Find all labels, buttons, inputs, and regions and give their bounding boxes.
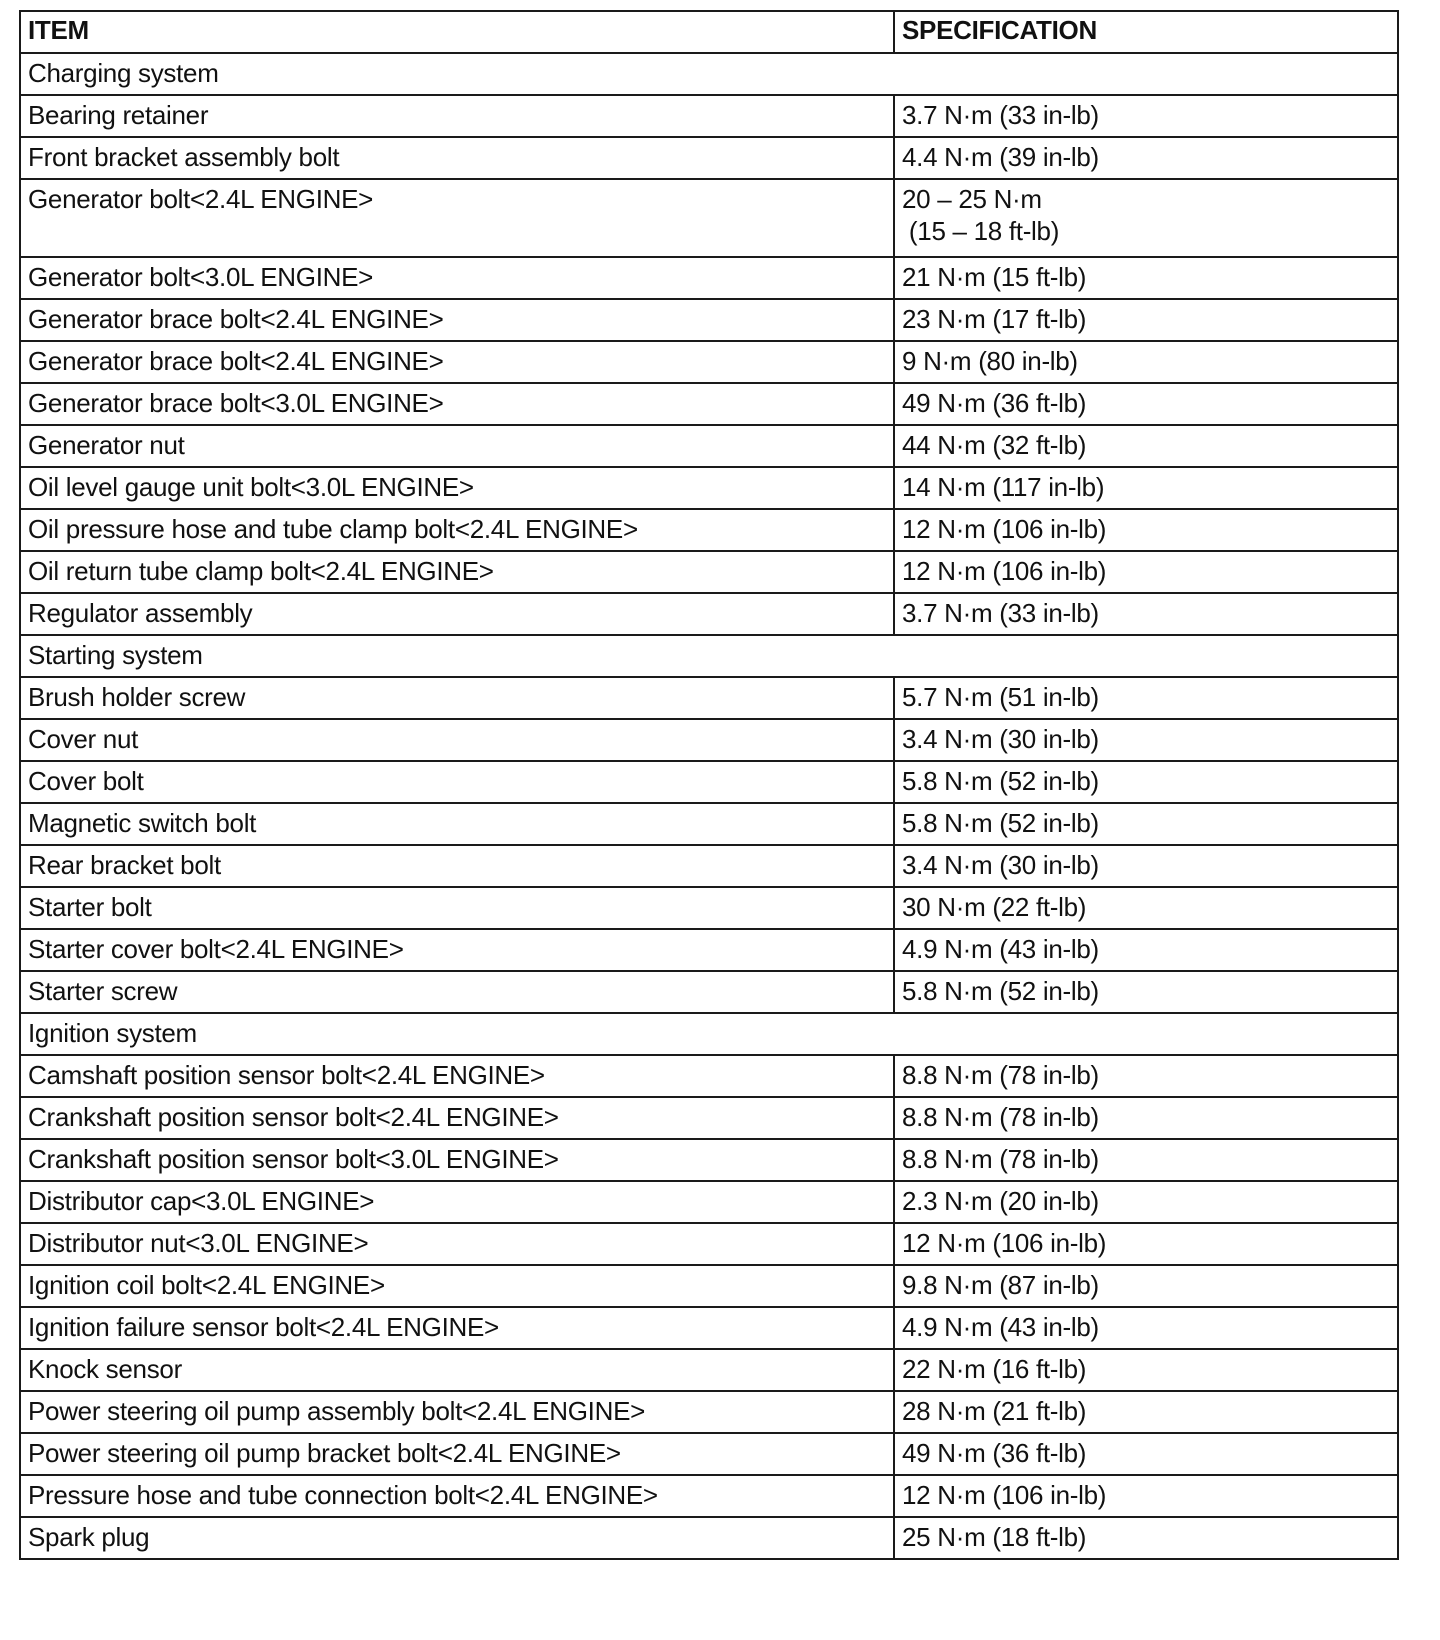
table-row <box>20 971 1398 1013</box>
table-row <box>20 1475 1398 1517</box>
specification-cell: 8.8 N·m (78 in-lb) <box>894 1055 1398 1097</box>
item-cell: Distributor cap<3.0L ENGINE> <box>20 1181 894 1223</box>
item-cell: Power steering oil pump bracket bolt<2.4L ENGINE> <box>20 1433 894 1475</box>
specification-column-header: SPECIFICATION <box>894 11 1398 53</box>
table-row <box>20 1307 1398 1349</box>
table-row <box>20 845 1398 887</box>
table-row <box>20 1139 1398 1181</box>
item-cell: Rear bracket bolt <box>20 845 894 887</box>
item-cell: Cover bolt <box>20 761 894 803</box>
specification-cell: 22 N·m (16 ft-lb) <box>894 1349 1398 1391</box>
table-row <box>20 179 1398 257</box>
item-cell: Ignition coil bolt<2.4L ENGINE> <box>20 1265 894 1307</box>
item-cell: Generator bolt<3.0L ENGINE> <box>20 257 894 299</box>
item-cell: Generator bolt<2.4L ENGINE> <box>20 179 894 257</box>
table-row <box>20 509 1398 551</box>
table-row <box>20 299 1398 341</box>
specification-cell: 2.3 N·m (20 in-lb) <box>894 1181 1398 1223</box>
specification-cell: 4.9 N·m (43 in-lb) <box>894 1307 1398 1349</box>
table-row <box>20 137 1398 179</box>
table-row <box>20 1181 1398 1223</box>
item-cell: Power steering oil pump assembly bolt<2.4L ENGINE> <box>20 1391 894 1433</box>
specification-cell: 14 N·m (117 in-lb) <box>894 467 1398 509</box>
table-row <box>20 761 1398 803</box>
item-cell: Oil return tube clamp bolt<2.4L ENGINE> <box>20 551 894 593</box>
section-heading: Starting system <box>20 635 1398 677</box>
table-row <box>20 719 1398 761</box>
specification-cell: 3.4 N·m (30 in-lb) <box>894 719 1398 761</box>
item-cell: Crankshaft position sensor bolt<2.4L ENGINE> <box>20 1097 894 1139</box>
specification-cell: 12 N·m (106 in-lb) <box>894 1223 1398 1265</box>
specification-cell: 49 N·m (36 ft-lb) <box>894 383 1398 425</box>
specification-cell: 3.4 N·m (30 in-lb) <box>894 845 1398 887</box>
specification-cell: 12 N·m (106 in-lb) <box>894 1475 1398 1517</box>
item-cell: Knock sensor <box>20 1349 894 1391</box>
item-cell: Distributor nut<3.0L ENGINE> <box>20 1223 894 1265</box>
section-row <box>20 53 1398 95</box>
specification-cell: 20 – 25 N·m (15 – 18 ft-lb) <box>894 179 1398 257</box>
table-row <box>20 1097 1398 1139</box>
specification-cell: 44 N·m (32 ft-lb) <box>894 425 1398 467</box>
item-cell: Camshaft position sensor bolt<2.4L ENGINE> <box>20 1055 894 1097</box>
item-cell: Generator brace bolt<3.0L ENGINE> <box>20 383 894 425</box>
table-row <box>20 257 1398 299</box>
item-cell: Generator brace bolt<2.4L ENGINE> <box>20 341 894 383</box>
specification-cell: 9.8 N·m (87 in-lb) <box>894 1265 1398 1307</box>
item-cell: Oil level gauge unit bolt<3.0L ENGINE> <box>20 467 894 509</box>
item-cell: Spark plug <box>20 1517 894 1559</box>
specification-cell: 23 N·m (17 ft-lb) <box>894 299 1398 341</box>
table-header <box>20 11 1398 53</box>
specification-cell: 8.8 N·m (78 in-lb) <box>894 1139 1398 1181</box>
item-cell: Generator brace bolt<2.4L ENGINE> <box>20 299 894 341</box>
specification-cell: 5.8 N·m (52 in-lb) <box>894 803 1398 845</box>
specification-cell: 5.7 N·m (51 in-lb) <box>894 677 1398 719</box>
table-row <box>20 1517 1398 1559</box>
section-heading: Charging system <box>20 53 1398 95</box>
table-row <box>20 1433 1398 1475</box>
header-row <box>20 11 1398 53</box>
specification-cell: 3.7 N·m (33 in-lb) <box>894 95 1398 137</box>
section-row <box>20 635 1398 677</box>
specification-cell: 25 N·m (18 ft-lb) <box>894 1517 1398 1559</box>
specification-cell: 12 N·m (106 in-lb) <box>894 509 1398 551</box>
specification-cell: 30 N·m (22 ft-lb) <box>894 887 1398 929</box>
table-row <box>20 1349 1398 1391</box>
specification-cell: 4.4 N·m (39 in-lb) <box>894 137 1398 179</box>
item-cell: Oil pressure hose and tube clamp bolt<2.4L ENGINE> <box>20 509 894 551</box>
specification-cell: 49 N·m (36 ft-lb) <box>894 1433 1398 1475</box>
table-row <box>20 593 1398 635</box>
item-cell: Bearing retainer <box>20 95 894 137</box>
table-row <box>20 887 1398 929</box>
specification-cell: 21 N·m (15 ft-lb) <box>894 257 1398 299</box>
item-cell: Crankshaft position sensor bolt<3.0L ENGINE> <box>20 1139 894 1181</box>
table-row <box>20 1391 1398 1433</box>
table-row <box>20 383 1398 425</box>
specification-cell: 5.8 N·m (52 in-lb) <box>894 761 1398 803</box>
table-row <box>20 1055 1398 1097</box>
table-row <box>20 341 1398 383</box>
item-cell: Starter cover bolt<2.4L ENGINE> <box>20 929 894 971</box>
specification-cell: 9 N·m (80 in-lb) <box>894 341 1398 383</box>
specification-cell: 3.7 N·m (33 in-lb) <box>894 593 1398 635</box>
item-column-header: ITEM <box>20 11 894 53</box>
item-cell: Regulator assembly <box>20 593 894 635</box>
specification-cell: 5.8 N·m (52 in-lb) <box>894 971 1398 1013</box>
table-row <box>20 929 1398 971</box>
table-row <box>20 425 1398 467</box>
specification-cell: 28 N·m (21 ft-lb) <box>894 1391 1398 1433</box>
specification-cell: 4.9 N·m (43 in-lb) <box>894 929 1398 971</box>
table-row <box>20 1265 1398 1307</box>
item-cell: Magnetic switch bolt <box>20 803 894 845</box>
item-cell: Cover nut <box>20 719 894 761</box>
torque-specification-table <box>19 10 1399 1560</box>
item-cell: Starter screw <box>20 971 894 1013</box>
table-row <box>20 551 1398 593</box>
table-body <box>20 53 1398 1559</box>
item-cell: Starter bolt <box>20 887 894 929</box>
section-heading: Ignition system <box>20 1013 1398 1055</box>
table-row <box>20 95 1398 137</box>
item-cell: Brush holder screw <box>20 677 894 719</box>
section-row <box>20 1013 1398 1055</box>
table-row <box>20 677 1398 719</box>
item-cell: Pressure hose and tube connection bolt<2.4L ENGINE> <box>20 1475 894 1517</box>
specification-cell: 12 N·m (106 in-lb) <box>894 551 1398 593</box>
table-row <box>20 467 1398 509</box>
table-row <box>20 803 1398 845</box>
item-cell: Front bracket assembly bolt <box>20 137 894 179</box>
item-cell: Ignition failure sensor bolt<2.4L ENGINE> <box>20 1307 894 1349</box>
item-cell: Generator nut <box>20 425 894 467</box>
table-row <box>20 1223 1398 1265</box>
specification-cell: 8.8 N·m (78 in-lb) <box>894 1097 1398 1139</box>
